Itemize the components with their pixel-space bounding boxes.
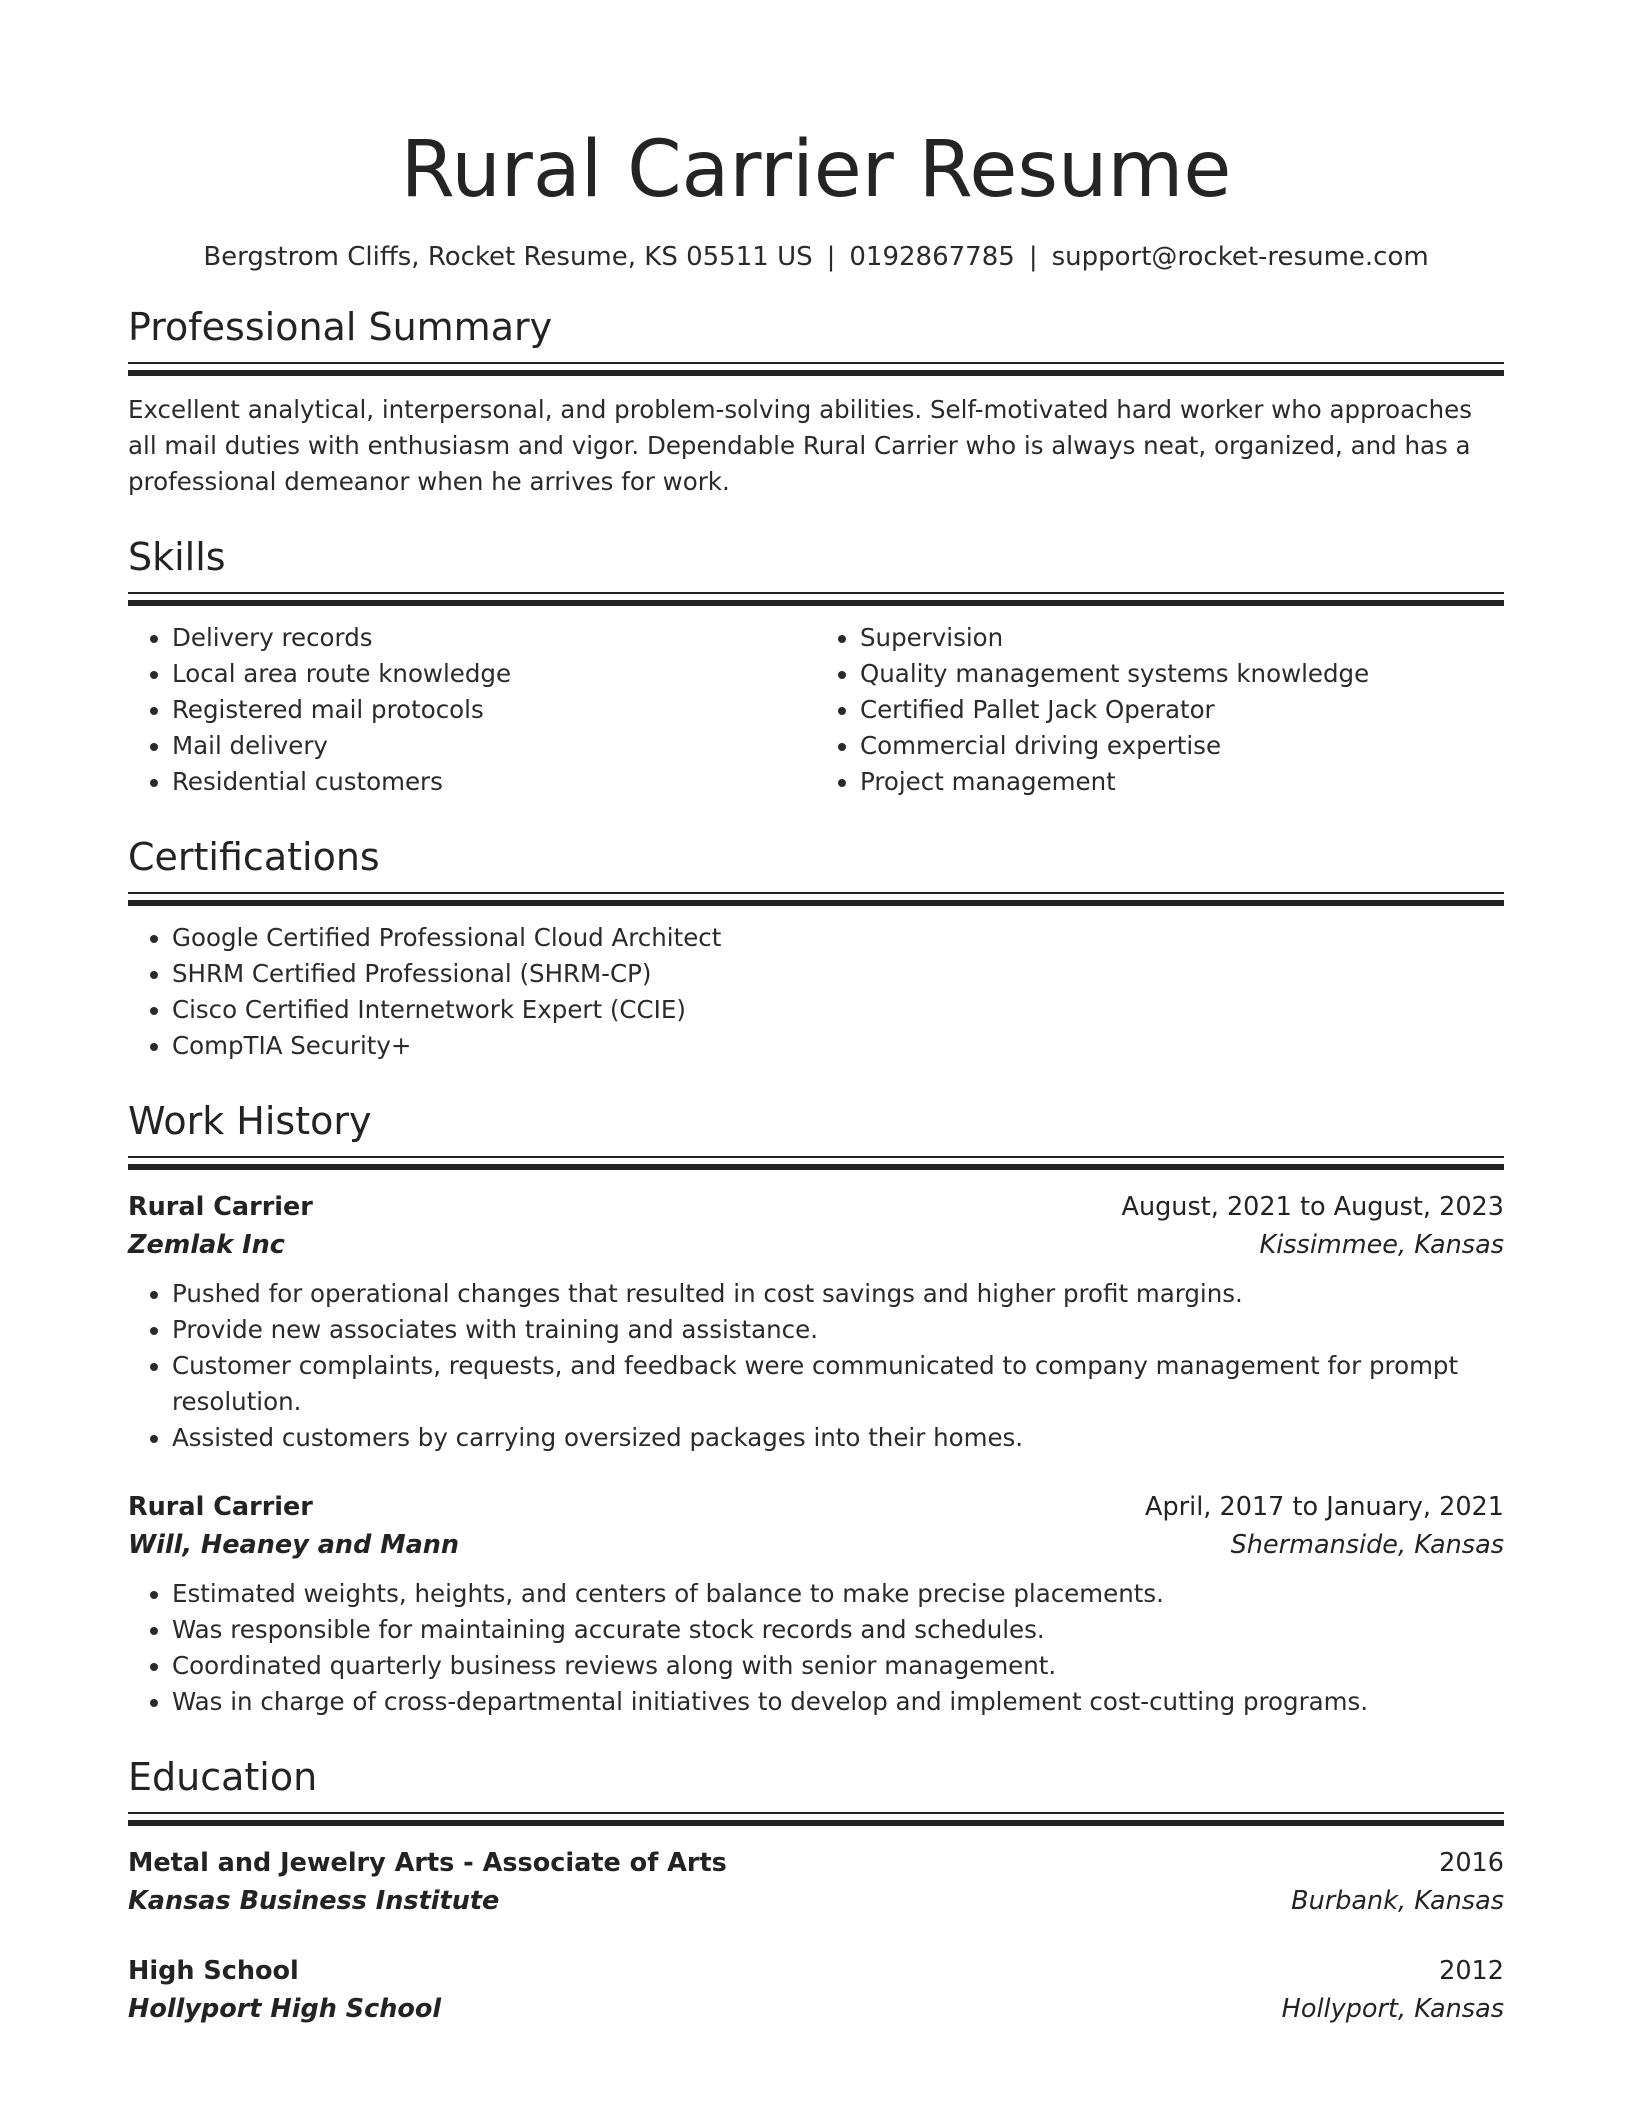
job-dates: August, 2021 to August, 2023 [1121, 1192, 1504, 1222]
section-divider [128, 1812, 1504, 1826]
certification-item: • SHRM Certified Professional (SHRM-CP) [172, 956, 1504, 992]
job-bullet: • Assisted customers by carrying oversized packages into their homes. [172, 1420, 1504, 1456]
skill-item: • Supervision [860, 620, 1504, 656]
education-degree: Metal and Jewelry Arts - Associate of Arts [128, 1848, 727, 1878]
job-title: Rural Carrier [128, 1492, 313, 1522]
education-section [128, 1754, 1504, 2028]
education-location: Burbank, Kansas [1291, 1886, 1504, 1916]
job-location: Shermanside, Kansas [1230, 1530, 1504, 1560]
job-bullet: • Estimated weights, heights, and centers of balance to make precise placements. [172, 1576, 1504, 1612]
job-bullet: • Coordinated quarterly business reviews along with senior management. [172, 1648, 1504, 1684]
education-school: Hollyport High School [128, 1994, 442, 2024]
skill-item: • Commercial driving expertise [860, 728, 1504, 764]
job-subheader [128, 1526, 1504, 1564]
job-location: Kissimmee, Kansas [1259, 1230, 1504, 1260]
skill-item: • Mail delivery [172, 728, 816, 764]
section-heading-education: Education [128, 1755, 318, 1799]
job-company: Will, Heaney and Mann [128, 1530, 460, 1560]
skills-columns [128, 606, 1504, 800]
section-heading-certifications: Certifications [128, 835, 380, 879]
education-header [128, 1844, 1504, 1882]
section-divider [128, 1156, 1504, 1170]
resume-title: Rural Carrier Resume [400, 125, 1232, 215]
job-entry [128, 1188, 1504, 1456]
contact-line [128, 240, 1504, 274]
job-dates: April, 2017 to January, 2021 [1145, 1492, 1504, 1522]
section-divider [128, 362, 1504, 376]
education-subheader [128, 1882, 1504, 1920]
section-divider [128, 892, 1504, 906]
section-heading-skills: Skills [128, 535, 226, 579]
skill-item: • Quality management systems knowledge [860, 656, 1504, 692]
education-entry [128, 1844, 1504, 1920]
skill-item: • Registered mail protocols [172, 692, 816, 728]
skills-section [128, 534, 1504, 800]
skills-list-left [128, 620, 816, 800]
job-subheader [128, 1226, 1504, 1264]
job-company: Zemlak Inc [128, 1230, 285, 1260]
section-heading-summary: Professional Summary [128, 305, 553, 349]
skill-item: • Local area route knowledge [172, 656, 816, 692]
work-history-section [128, 1098, 1504, 1720]
job-bullet: • Provide new associates with training and assistance. [172, 1312, 1504, 1348]
job-header [128, 1488, 1504, 1526]
certification-item: • CompTIA Security+ [172, 1028, 1504, 1064]
skill-item: • Certified Pallet Jack Operator [860, 692, 1504, 728]
skill-item: • Residential customers [172, 764, 816, 800]
education-header [128, 1952, 1504, 1990]
certification-item: • Cisco Certified Internetwork Expert (CCIE) [172, 992, 1504, 1028]
job-bullet: • Was responsible for maintaining accurate stock records and schedules. [172, 1612, 1504, 1648]
job-bullets [128, 1576, 1504, 1720]
education-year: 2012 [1439, 1956, 1504, 1986]
summary-text: Excellent analytical, interpersonal, and problem-solving abilities. Self-motivated hard worker who approaches all mail duties with enthusiasm and vigor. Dependable Rural Carrier who is always neat, organized, and has a professional demeanor when he arrives for work. [128, 395, 1473, 496]
skills-list-right [816, 620, 1504, 800]
section-divider [128, 592, 1504, 606]
job-bullet: • Customer complaints, requests, and feedback were communicated to company management for prompt resolution. [172, 1348, 1504, 1420]
contact-address: Bergstrom Cliffs, Rocket Resume, KS 05511 US [203, 242, 813, 272]
skill-item: • Delivery records [172, 620, 816, 656]
job-title: Rural Carrier [128, 1192, 313, 1222]
certifications-list [128, 920, 1504, 1064]
education-degree: High School [128, 1956, 299, 1986]
certifications-section [128, 834, 1504, 1064]
job-bullet: • Was in charge of cross-departmental initiatives to develop and implement cost-cutting programs. [172, 1684, 1504, 1720]
contact-email: support@rocket-resume.com [1051, 242, 1429, 272]
contact-separator: | [1028, 242, 1038, 272]
education-school: Kansas Business Institute [128, 1886, 500, 1916]
job-header [128, 1188, 1504, 1226]
job-bullet: • Pushed for operational changes that resulted in cost savings and higher profit margins. [172, 1276, 1504, 1312]
education-location: Hollyport, Kansas [1281, 1994, 1504, 2024]
skill-item: • Project management [860, 764, 1504, 800]
education-year: 2016 [1439, 1848, 1504, 1878]
job-bullets [128, 1276, 1504, 1456]
education-subheader [128, 1990, 1504, 2028]
contact-phone: 0192867785 [849, 242, 1015, 272]
contact-separator: | [826, 242, 836, 272]
certification-item: • Google Certified Professional Cloud Architect [172, 920, 1504, 956]
section-heading-work-history: Work History [128, 1099, 372, 1143]
education-entry [128, 1952, 1504, 2028]
summary-section [128, 304, 1504, 500]
job-entry [128, 1488, 1504, 1720]
